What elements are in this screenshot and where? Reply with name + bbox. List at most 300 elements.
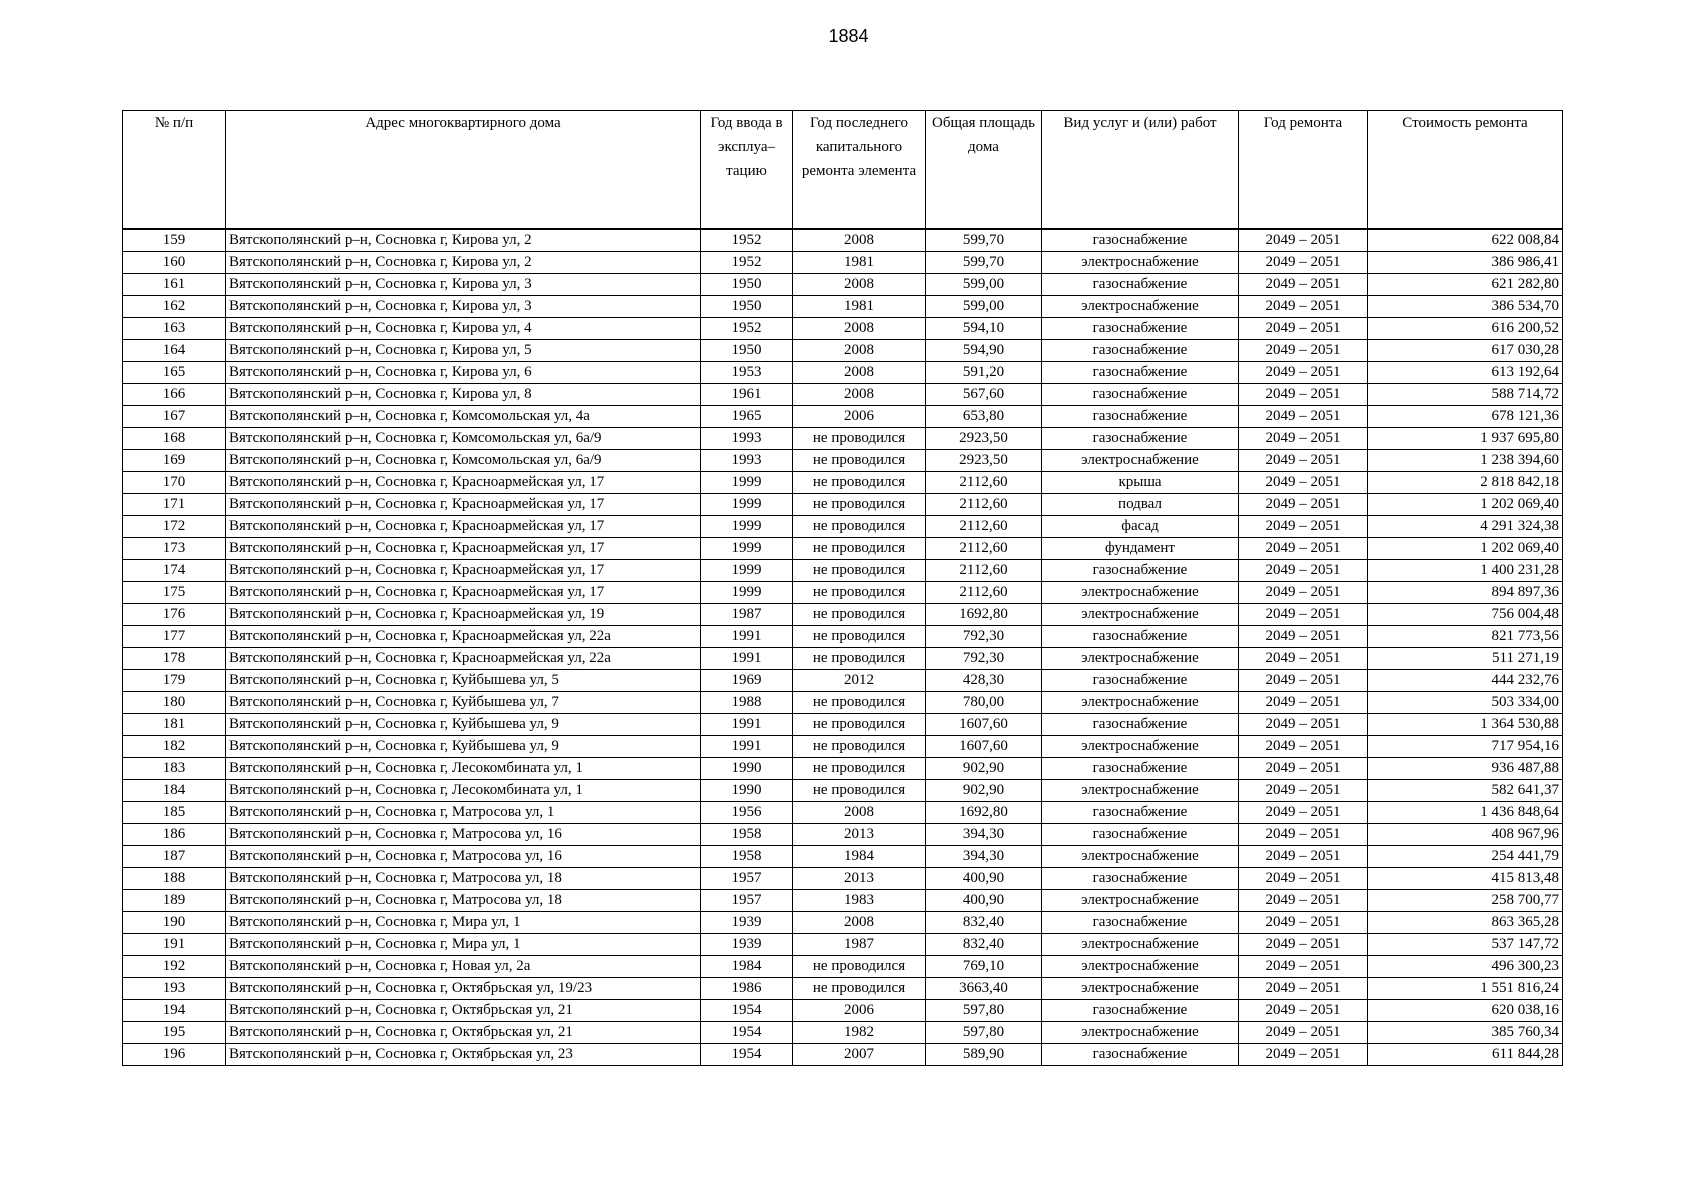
row-total-area: 594,10 <box>926 318 1042 340</box>
table-row <box>123 912 1563 934</box>
row-commission-year: 1954 <box>701 1022 793 1044</box>
row-commission-year: 1939 <box>701 912 793 934</box>
table-row <box>123 1044 1563 1066</box>
row-number: 193 <box>123 978 226 1000</box>
row-repair-cost: 415 813,48 <box>1368 868 1563 890</box>
table-row <box>123 362 1563 384</box>
table-row <box>123 824 1563 846</box>
row-number: 181 <box>123 714 226 736</box>
row-repair-cost: 611 844,28 <box>1368 1044 1563 1066</box>
table-row <box>123 318 1563 340</box>
row-address: Вятскополянский р–н, Сосновка г, Матросова ул, 18 <box>226 890 701 912</box>
header-total-area: Общая площадь дома <box>926 111 1042 230</box>
row-address: Вятскополянский р–н, Сосновка г, Комсомольская ул, 6а/9 <box>226 428 701 450</box>
table-row <box>123 714 1563 736</box>
row-total-area: 599,00 <box>926 296 1042 318</box>
row-address: Вятскополянский р–н, Сосновка г, Кирова ул, 2 <box>226 252 701 274</box>
row-service-type: электроснабжение <box>1042 846 1239 868</box>
row-repair-cost: 1 937 695,80 <box>1368 428 1563 450</box>
row-service-type: газоснабжение <box>1042 868 1239 890</box>
row-last-repair-year: не проводился <box>793 538 926 560</box>
row-total-area: 400,90 <box>926 890 1042 912</box>
row-commission-year: 1990 <box>701 780 793 802</box>
row-last-repair-year: не проводился <box>793 560 926 582</box>
table-row <box>123 450 1563 472</box>
row-commission-year: 1999 <box>701 494 793 516</box>
row-total-area: 589,90 <box>926 1044 1042 1066</box>
row-total-area: 2112,60 <box>926 538 1042 560</box>
row-repair-period: 2049 – 2051 <box>1239 582 1368 604</box>
row-commission-year: 1991 <box>701 714 793 736</box>
row-address: Вятскополянский р–н, Сосновка г, Куйбышева ул, 5 <box>226 670 701 692</box>
row-service-type: крыша <box>1042 472 1239 494</box>
row-last-repair-year: 2006 <box>793 406 926 428</box>
row-commission-year: 1950 <box>701 296 793 318</box>
row-repair-period: 2049 – 2051 <box>1239 428 1368 450</box>
table-row <box>123 736 1563 758</box>
row-total-area: 2923,50 <box>926 428 1042 450</box>
row-commission-year: 1950 <box>701 340 793 362</box>
row-commission-year: 1999 <box>701 472 793 494</box>
header-row <box>123 111 1563 230</box>
row-number: 162 <box>123 296 226 318</box>
row-repair-cost: 616 200,52 <box>1368 318 1563 340</box>
table-row <box>123 406 1563 428</box>
table-body <box>123 229 1563 1066</box>
row-number: 161 <box>123 274 226 296</box>
row-service-type: электроснабжение <box>1042 956 1239 978</box>
row-number: 186 <box>123 824 226 846</box>
row-repair-cost: 1 364 530,88 <box>1368 714 1563 736</box>
row-service-type: газоснабжение <box>1042 670 1239 692</box>
row-number: 160 <box>123 252 226 274</box>
row-repair-period: 2049 – 2051 <box>1239 1000 1368 1022</box>
table-row <box>123 604 1563 626</box>
row-service-type: газоснабжение <box>1042 340 1239 362</box>
row-commission-year: 1953 <box>701 362 793 384</box>
table-row <box>123 802 1563 824</box>
row-address: Вятскополянский р–н, Сосновка г, Комсомольская ул, 4а <box>226 406 701 428</box>
row-total-area: 1692,80 <box>926 802 1042 824</box>
row-commission-year: 1961 <box>701 384 793 406</box>
row-service-type: фасад <box>1042 516 1239 538</box>
row-repair-cost: 613 192,64 <box>1368 362 1563 384</box>
row-service-type: электроснабжение <box>1042 890 1239 912</box>
row-repair-period: 2049 – 2051 <box>1239 956 1368 978</box>
row-commission-year: 1987 <box>701 604 793 626</box>
row-repair-cost: 2 818 842,18 <box>1368 472 1563 494</box>
row-commission-year: 1965 <box>701 406 793 428</box>
row-commission-year: 1958 <box>701 846 793 868</box>
row-last-repair-year: 2008 <box>793 318 926 340</box>
row-address: Вятскополянский р–н, Сосновка г, Кирова ул, 2 <box>226 229 701 252</box>
row-total-area: 2112,60 <box>926 560 1042 582</box>
table-row <box>123 956 1563 978</box>
row-last-repair-year: не проводился <box>793 956 926 978</box>
row-commission-year: 1957 <box>701 890 793 912</box>
row-last-repair-year: 2008 <box>793 229 926 252</box>
row-service-type: электроснабжение <box>1042 1022 1239 1044</box>
row-last-repair-year: 1981 <box>793 296 926 318</box>
row-repair-cost: 620 038,16 <box>1368 1000 1563 1022</box>
row-total-area: 591,20 <box>926 362 1042 384</box>
row-repair-cost: 863 365,28 <box>1368 912 1563 934</box>
row-total-area: 1692,80 <box>926 604 1042 626</box>
row-commission-year: 1969 <box>701 670 793 692</box>
row-number: 174 <box>123 560 226 582</box>
row-repair-period: 2049 – 2051 <box>1239 824 1368 846</box>
row-repair-cost: 511 271,19 <box>1368 648 1563 670</box>
header-repair-cost: Стоимость ремонта <box>1368 111 1563 230</box>
table-row <box>123 1022 1563 1044</box>
row-repair-cost: 678 121,36 <box>1368 406 1563 428</box>
table-row <box>123 538 1563 560</box>
row-total-area: 428,30 <box>926 670 1042 692</box>
row-last-repair-year: не проводился <box>793 472 926 494</box>
row-address: Вятскополянский р–н, Сосновка г, Красноармейская ул, 17 <box>226 472 701 494</box>
table-row <box>123 648 1563 670</box>
row-commission-year: 1999 <box>701 516 793 538</box>
table-row <box>123 229 1563 252</box>
row-total-area: 792,30 <box>926 648 1042 670</box>
row-commission-year: 1956 <box>701 802 793 824</box>
row-number: 170 <box>123 472 226 494</box>
row-number: 164 <box>123 340 226 362</box>
row-service-type: газоснабжение <box>1042 362 1239 384</box>
row-address: Вятскополянский р–н, Сосновка г, Мира ул, 1 <box>226 912 701 934</box>
row-last-repair-year: не проводился <box>793 516 926 538</box>
row-repair-cost: 4 291 324,38 <box>1368 516 1563 538</box>
row-repair-period: 2049 – 2051 <box>1239 648 1368 670</box>
row-last-repair-year: 2008 <box>793 802 926 824</box>
row-repair-period: 2049 – 2051 <box>1239 1044 1368 1066</box>
row-address: Вятскополянский р–н, Сосновка г, Красноармейская ул, 17 <box>226 582 701 604</box>
row-total-area: 597,80 <box>926 1022 1042 1044</box>
row-total-area: 2112,60 <box>926 582 1042 604</box>
row-number: 191 <box>123 934 226 956</box>
row-number: 185 <box>123 802 226 824</box>
row-commission-year: 1939 <box>701 934 793 956</box>
row-repair-period: 2049 – 2051 <box>1239 406 1368 428</box>
table-row <box>123 296 1563 318</box>
row-service-type: газоснабжение <box>1042 384 1239 406</box>
row-service-type: газоснабжение <box>1042 428 1239 450</box>
row-repair-cost: 1 202 069,40 <box>1368 494 1563 516</box>
row-repair-period: 2049 – 2051 <box>1239 538 1368 560</box>
row-total-area: 832,40 <box>926 912 1042 934</box>
row-last-repair-year: не проводился <box>793 494 926 516</box>
row-total-area: 1607,60 <box>926 714 1042 736</box>
row-repair-period: 2049 – 2051 <box>1239 846 1368 868</box>
row-address: Вятскополянский р–н, Сосновка г, Октябрьская ул, 21 <box>226 1000 701 1022</box>
row-repair-cost: 385 760,34 <box>1368 1022 1563 1044</box>
row-address: Вятскополянский р–н, Сосновка г, Куйбышева ул, 7 <box>226 692 701 714</box>
row-service-type: электроснабжение <box>1042 648 1239 670</box>
header-address: Адрес многоквартирного дома <box>226 111 701 230</box>
row-last-repair-year: 1984 <box>793 846 926 868</box>
row-address: Вятскополянский р–н, Сосновка г, Матросова ул, 16 <box>226 824 701 846</box>
header-commission-year: Год ввода в эксплуа– тацию <box>701 111 793 230</box>
row-total-area: 597,80 <box>926 1000 1042 1022</box>
table-row <box>123 340 1563 362</box>
row-commission-year: 1952 <box>701 229 793 252</box>
row-repair-period: 2049 – 2051 <box>1239 670 1368 692</box>
table-row <box>123 560 1563 582</box>
row-repair-cost: 386 986,41 <box>1368 252 1563 274</box>
table-row <box>123 868 1563 890</box>
row-repair-cost: 622 008,84 <box>1368 229 1563 252</box>
row-repair-period: 2049 – 2051 <box>1239 340 1368 362</box>
table-row <box>123 1000 1563 1022</box>
row-number: 182 <box>123 736 226 758</box>
row-repair-cost: 1 436 848,64 <box>1368 802 1563 824</box>
row-repair-cost: 894 897,36 <box>1368 582 1563 604</box>
row-service-type: газоснабжение <box>1042 912 1239 934</box>
row-repair-cost: 756 004,48 <box>1368 604 1563 626</box>
row-address: Вятскополянский р–н, Сосновка г, Кирова ул, 8 <box>226 384 701 406</box>
row-service-type: газоснабжение <box>1042 274 1239 296</box>
row-total-area: 567,60 <box>926 384 1042 406</box>
row-address: Вятскополянский р–н, Сосновка г, Лесокомбината ул, 1 <box>226 780 701 802</box>
table-row <box>123 274 1563 296</box>
row-service-type: электроснабжение <box>1042 252 1239 274</box>
row-repair-period: 2049 – 2051 <box>1239 229 1368 252</box>
row-address: Вятскополянский р–н, Сосновка г, Красноармейская ул, 17 <box>226 494 701 516</box>
row-address: Вятскополянский р–н, Сосновка г, Матросова ул, 18 <box>226 868 701 890</box>
row-number: 175 <box>123 582 226 604</box>
row-last-repair-year: 2008 <box>793 912 926 934</box>
header-number: № п/п <box>123 111 226 230</box>
row-number: 163 <box>123 318 226 340</box>
row-service-type: газоснабжение <box>1042 824 1239 846</box>
row-commission-year: 1958 <box>701 824 793 846</box>
row-total-area: 832,40 <box>926 934 1042 956</box>
row-repair-period: 2049 – 2051 <box>1239 868 1368 890</box>
row-service-type: газоснабжение <box>1042 1044 1239 1066</box>
row-repair-cost: 258 700,77 <box>1368 890 1563 912</box>
row-service-type: газоснабжение <box>1042 318 1239 340</box>
row-address: Вятскополянский р–н, Сосновка г, Красноармейская ул, 17 <box>226 560 701 582</box>
row-address: Вятскополянский р–н, Сосновка г, Красноармейская ул, 19 <box>226 604 701 626</box>
row-number: 177 <box>123 626 226 648</box>
row-number: 159 <box>123 229 226 252</box>
row-commission-year: 1999 <box>701 560 793 582</box>
row-repair-cost: 1 400 231,28 <box>1368 560 1563 582</box>
row-number: 180 <box>123 692 226 714</box>
row-repair-period: 2049 – 2051 <box>1239 934 1368 956</box>
row-service-type: фундамент <box>1042 538 1239 560</box>
row-last-repair-year: не проводился <box>793 428 926 450</box>
row-repair-cost: 821 773,56 <box>1368 626 1563 648</box>
row-repair-period: 2049 – 2051 <box>1239 912 1368 934</box>
table-row <box>123 934 1563 956</box>
row-repair-period: 2049 – 2051 <box>1239 736 1368 758</box>
row-total-area: 599,70 <box>926 229 1042 252</box>
row-service-type: электроснабжение <box>1042 978 1239 1000</box>
row-commission-year: 1984 <box>701 956 793 978</box>
row-repair-period: 2049 – 2051 <box>1239 384 1368 406</box>
row-last-repair-year: 2008 <box>793 340 926 362</box>
row-repair-cost: 1 551 816,24 <box>1368 978 1563 1000</box>
row-total-area: 394,30 <box>926 824 1042 846</box>
row-repair-cost: 537 147,72 <box>1368 934 1563 956</box>
page-number: 1884 <box>828 26 869 46</box>
row-address: Вятскополянский р–н, Сосновка г, Кирова ул, 6 <box>226 362 701 384</box>
row-last-repair-year: 2013 <box>793 868 926 890</box>
row-number: 190 <box>123 912 226 934</box>
row-service-type: электроснабжение <box>1042 934 1239 956</box>
row-repair-period: 2049 – 2051 <box>1239 560 1368 582</box>
row-last-repair-year: не проводился <box>793 648 926 670</box>
row-repair-period: 2049 – 2051 <box>1239 472 1368 494</box>
row-repair-cost: 582 641,37 <box>1368 780 1563 802</box>
row-repair-cost: 1 202 069,40 <box>1368 538 1563 560</box>
row-address: Вятскополянский р–н, Сосновка г, Комсомольская ул, 6а/9 <box>226 450 701 472</box>
row-commission-year: 1991 <box>701 648 793 670</box>
row-last-repair-year: 1981 <box>793 252 926 274</box>
row-commission-year: 1990 <box>701 758 793 780</box>
row-repair-period: 2049 – 2051 <box>1239 758 1368 780</box>
row-address: Вятскополянский р–н, Сосновка г, Кирова ул, 3 <box>226 296 701 318</box>
row-total-area: 2923,50 <box>926 450 1042 472</box>
row-commission-year: 1952 <box>701 252 793 274</box>
row-service-type: газоснабжение <box>1042 1000 1239 1022</box>
row-total-area: 594,90 <box>926 340 1042 362</box>
row-address: Вятскополянский р–н, Сосновка г, Красноармейская ул, 17 <box>226 538 701 560</box>
row-number: 187 <box>123 846 226 868</box>
row-total-area: 792,30 <box>926 626 1042 648</box>
row-commission-year: 1999 <box>701 538 793 560</box>
row-total-area: 780,00 <box>926 692 1042 714</box>
row-address: Вятскополянский р–н, Сосновка г, Октябрьская ул, 19/23 <box>226 978 701 1000</box>
row-commission-year: 1950 <box>701 274 793 296</box>
row-last-repair-year: 2013 <box>793 824 926 846</box>
row-last-repair-year: не проводился <box>793 758 926 780</box>
row-number: 192 <box>123 956 226 978</box>
table-row <box>123 472 1563 494</box>
row-repair-cost: 1 238 394,60 <box>1368 450 1563 472</box>
row-service-type: газоснабжение <box>1042 714 1239 736</box>
row-last-repair-year: 2008 <box>793 362 926 384</box>
row-address: Вятскополянский р–н, Сосновка г, Куйбышева ул, 9 <box>226 714 701 736</box>
row-repair-cost: 588 714,72 <box>1368 384 1563 406</box>
row-number: 169 <box>123 450 226 472</box>
row-last-repair-year: не проводился <box>793 736 926 758</box>
table-row <box>123 758 1563 780</box>
row-total-area: 599,00 <box>926 274 1042 296</box>
row-commission-year: 1954 <box>701 1000 793 1022</box>
table-row <box>123 890 1563 912</box>
row-address: Вятскополянский р–н, Сосновка г, Октябрьская ул, 23 <box>226 1044 701 1066</box>
row-number: 183 <box>123 758 226 780</box>
row-repair-period: 2049 – 2051 <box>1239 252 1368 274</box>
row-repair-period: 2049 – 2051 <box>1239 296 1368 318</box>
row-total-area: 769,10 <box>926 956 1042 978</box>
row-repair-period: 2049 – 2051 <box>1239 516 1368 538</box>
row-number: 189 <box>123 890 226 912</box>
row-number: 188 <box>123 868 226 890</box>
row-number: 178 <box>123 648 226 670</box>
row-address: Вятскополянский р–н, Сосновка г, Куйбышева ул, 9 <box>226 736 701 758</box>
row-total-area: 394,30 <box>926 846 1042 868</box>
row-address: Вятскополянский р–н, Сосновка г, Лесокомбината ул, 1 <box>226 758 701 780</box>
row-repair-period: 2049 – 2051 <box>1239 318 1368 340</box>
row-number: 172 <box>123 516 226 538</box>
table-row <box>123 516 1563 538</box>
row-last-repair-year: 1983 <box>793 890 926 912</box>
table-row <box>123 846 1563 868</box>
row-address: Вятскополянский р–н, Сосновка г, Красноармейская ул, 17 <box>226 516 701 538</box>
row-total-area: 653,80 <box>926 406 1042 428</box>
table-header <box>123 111 1563 230</box>
row-total-area: 599,70 <box>926 252 1042 274</box>
row-last-repair-year: 2008 <box>793 384 926 406</box>
row-service-type: газоснабжение <box>1042 229 1239 252</box>
row-repair-period: 2049 – 2051 <box>1239 802 1368 824</box>
row-last-repair-year: не проводился <box>793 450 926 472</box>
row-commission-year: 1991 <box>701 626 793 648</box>
row-number: 171 <box>123 494 226 516</box>
table-row <box>123 494 1563 516</box>
row-service-type: электроснабжение <box>1042 582 1239 604</box>
row-repair-cost: 617 030,28 <box>1368 340 1563 362</box>
row-address: Вятскополянский р–н, Сосновка г, Октябрьская ул, 21 <box>226 1022 701 1044</box>
row-service-type: газоснабжение <box>1042 626 1239 648</box>
row-service-type: электроснабжение <box>1042 736 1239 758</box>
row-number: 167 <box>123 406 226 428</box>
row-last-repair-year: 2006 <box>793 1000 926 1022</box>
row-last-repair-year: 1982 <box>793 1022 926 1044</box>
repair-registry-table <box>122 110 1563 1066</box>
row-service-type: электроснабжение <box>1042 450 1239 472</box>
row-commission-year: 1988 <box>701 692 793 714</box>
row-total-area: 2112,60 <box>926 472 1042 494</box>
row-commission-year: 1993 <box>701 450 793 472</box>
row-repair-cost: 936 487,88 <box>1368 758 1563 780</box>
row-address: Вятскополянский р–н, Сосновка г, Кирова ул, 5 <box>226 340 701 362</box>
row-last-repair-year: не проводился <box>793 582 926 604</box>
row-commission-year: 1954 <box>701 1044 793 1066</box>
row-service-type: подвал <box>1042 494 1239 516</box>
row-repair-period: 2049 – 2051 <box>1239 626 1368 648</box>
row-total-area: 2112,60 <box>926 494 1042 516</box>
row-service-type: электроснабжение <box>1042 604 1239 626</box>
row-repair-period: 2049 – 2051 <box>1239 978 1368 1000</box>
row-repair-period: 2049 – 2051 <box>1239 604 1368 626</box>
row-repair-cost: 717 954,16 <box>1368 736 1563 758</box>
row-service-type: электроснабжение <box>1042 780 1239 802</box>
row-commission-year: 1991 <box>701 736 793 758</box>
row-repair-cost: 408 967,96 <box>1368 824 1563 846</box>
table-row <box>123 692 1563 714</box>
row-total-area: 902,90 <box>926 758 1042 780</box>
row-repair-cost: 254 441,79 <box>1368 846 1563 868</box>
row-address: Вятскополянский р–н, Сосновка г, Матросова ул, 16 <box>226 846 701 868</box>
row-commission-year: 1986 <box>701 978 793 1000</box>
header-last-repair-year: Год последнего капитального ремонта элемента <box>793 111 926 230</box>
row-repair-period: 2049 – 2051 <box>1239 714 1368 736</box>
row-address: Вятскополянский р–н, Сосновка г, Кирова ул, 4 <box>226 318 701 340</box>
row-commission-year: 1952 <box>701 318 793 340</box>
row-number: 184 <box>123 780 226 802</box>
row-last-repair-year: не проводился <box>793 604 926 626</box>
row-repair-period: 2049 – 2051 <box>1239 274 1368 296</box>
row-repair-period: 2049 – 2051 <box>1239 1022 1368 1044</box>
table-row <box>123 670 1563 692</box>
row-total-area: 1607,60 <box>926 736 1042 758</box>
row-number: 194 <box>123 1000 226 1022</box>
row-repair-cost: 621 282,80 <box>1368 274 1563 296</box>
